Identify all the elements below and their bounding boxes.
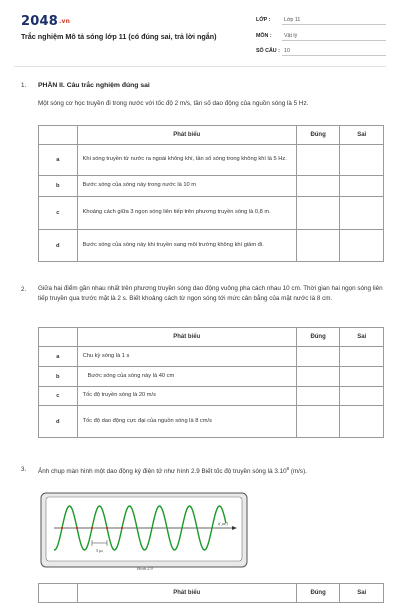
header-false: Sai	[340, 584, 384, 603]
row-statement: Bước sóng của sóng này khi truyền sang môi trường không khí giảm đi.	[77, 230, 296, 262]
answer-true-cell[interactable]	[296, 197, 340, 230]
meta-subject-value: Vật lý	[284, 33, 298, 39]
answer-true-cell[interactable]	[296, 145, 340, 176]
answer-false-cell[interactable]	[340, 176, 384, 197]
worksheet-header	[0, 0, 400, 62]
header-statement: Phát biểu	[77, 584, 296, 603]
header-false: Sai	[340, 126, 384, 145]
meta-class-label: LỚP :	[256, 17, 271, 23]
question-1-stem: Một sóng cơ học truyền đi trong nước với tốc độ 2 m/s, tần số dao động của nguồn sóng là 5 Hz.	[38, 100, 309, 107]
answer-true-cell[interactable]	[296, 406, 340, 438]
row-statement: Tốc độ dao động cực đại của nguồn sóng là 8 cm/s	[77, 406, 296, 438]
oscilloscope-figure	[40, 492, 248, 572]
row-statement: Bước sóng của sóng này trong nước là 10 m	[77, 176, 296, 197]
header-statement: Phát biểu	[77, 126, 296, 145]
answer-false-cell[interactable]	[340, 230, 384, 262]
header-true: Đúng	[296, 328, 340, 347]
answer-false-cell[interactable]	[340, 197, 384, 230]
period-label: 5 µs	[96, 548, 103, 553]
row-statement: Khi sóng truyền từ nước ra ngoài không khí, tần số sóng trong không khí là 5 Hz.	[77, 145, 296, 176]
header-divider	[14, 66, 386, 67]
row-statement: Khoảng cách giữa 3 ngọn sóng liên tiếp trên phương truyền sóng là 0,8 m.	[77, 197, 296, 230]
wave-marker	[91, 527, 93, 529]
header-letter	[39, 328, 78, 347]
meta-class-underline	[282, 24, 386, 25]
answer-false-cell[interactable]	[340, 406, 384, 438]
answer-true-cell[interactable]	[296, 347, 340, 367]
meta-subject-label: MÔN :	[256, 33, 272, 39]
question-2-number: 2.	[21, 286, 27, 293]
question-3-stem-end: (m/s).	[289, 468, 307, 476]
question-1-number: 1.	[21, 82, 27, 89]
table-header-row	[39, 126, 384, 145]
row-letter: a	[39, 347, 78, 367]
table-row	[39, 176, 384, 197]
meta-count-underline	[282, 55, 386, 56]
answer-false-cell[interactable]	[340, 387, 384, 406]
question-2-table	[38, 327, 384, 438]
answer-true-cell[interactable]	[296, 367, 340, 387]
answer-true-cell[interactable]	[296, 230, 340, 262]
row-letter: d	[39, 230, 78, 262]
question-2-stem: Giữa hai điểm gần nhau nhất trên phương truyền sóng dao động vuông pha cách nhau 10 cm. Thời gian hai ngọn sóng liên tiếp truyền qua trước mặt là 2 s. Biết khoảng cách từ ngọn sóng tới mức cân bằng của mặt nước là 8 cm.	[38, 285, 383, 303]
row-letter: c	[39, 387, 78, 406]
header-true: Đúng	[296, 126, 340, 145]
question-3-stem-exponent: 8	[286, 466, 290, 471]
table-row	[39, 406, 384, 438]
row-letter: b	[39, 367, 78, 387]
header-true: Đúng	[296, 584, 340, 603]
row-letter: d	[39, 406, 78, 438]
wave-marker	[76, 527, 78, 529]
logo-main: 2048	[21, 14, 58, 29]
table-row	[39, 367, 384, 387]
question-3-stem	[38, 464, 378, 477]
worksheet-title: Trắc nghiệm Mô tả sóng lớp 11 (có đúng sai, trả lời ngắn)	[21, 32, 217, 41]
header-statement: Phát biểu	[77, 328, 296, 347]
row-statement: Chu kỳ sóng là 1 s	[77, 347, 296, 367]
oscilloscope-screen	[46, 497, 242, 561]
header-letter	[39, 126, 78, 145]
table-header-row	[39, 328, 384, 347]
row-letter: b	[39, 176, 78, 197]
question-3-stem-main: Ảnh chụp màn hình một dao động ký điện tử như hình 2.9 Biết tốc độ truyền sóng là 3.10	[38, 468, 287, 476]
wave-marker	[121, 527, 123, 529]
table-row	[39, 230, 384, 262]
site-logo[interactable]	[21, 14, 70, 29]
section-title: PHẦN II. Câu trắc nghiệm đúng sai	[38, 82, 150, 89]
logo-suffix: .vn	[58, 18, 71, 25]
answer-false-cell[interactable]	[340, 367, 384, 387]
wave-marker	[106, 527, 108, 529]
meta-count-value: 10	[284, 48, 290, 54]
answer-false-cell[interactable]	[340, 347, 384, 367]
table-row	[39, 347, 384, 367]
answer-false-cell[interactable]	[340, 145, 384, 176]
table-row	[39, 387, 384, 406]
table-row	[39, 197, 384, 230]
header-false: Sai	[340, 328, 384, 347]
meta-class-value: Lớp 11	[284, 17, 301, 23]
question-1-table	[38, 125, 384, 262]
table-row	[39, 145, 384, 176]
row-statement: Bước sóng của sóng này là 40 cm	[77, 367, 296, 387]
axis-label: t( µs )	[218, 521, 228, 526]
question-3-number: 3.	[21, 466, 27, 473]
row-letter: a	[39, 145, 78, 176]
meta-subject-underline	[282, 40, 386, 41]
question-3-table	[38, 583, 384, 603]
answer-true-cell[interactable]	[296, 176, 340, 197]
row-letter: c	[39, 197, 78, 230]
answer-true-cell[interactable]	[296, 387, 340, 406]
row-statement: Tốc độ truyền sóng là 20 m/s	[77, 387, 296, 406]
wave-marker	[61, 527, 63, 529]
figure-caption: Hình 2.9	[137, 566, 153, 571]
meta-count-label: SỐ CÂU :	[256, 48, 280, 54]
